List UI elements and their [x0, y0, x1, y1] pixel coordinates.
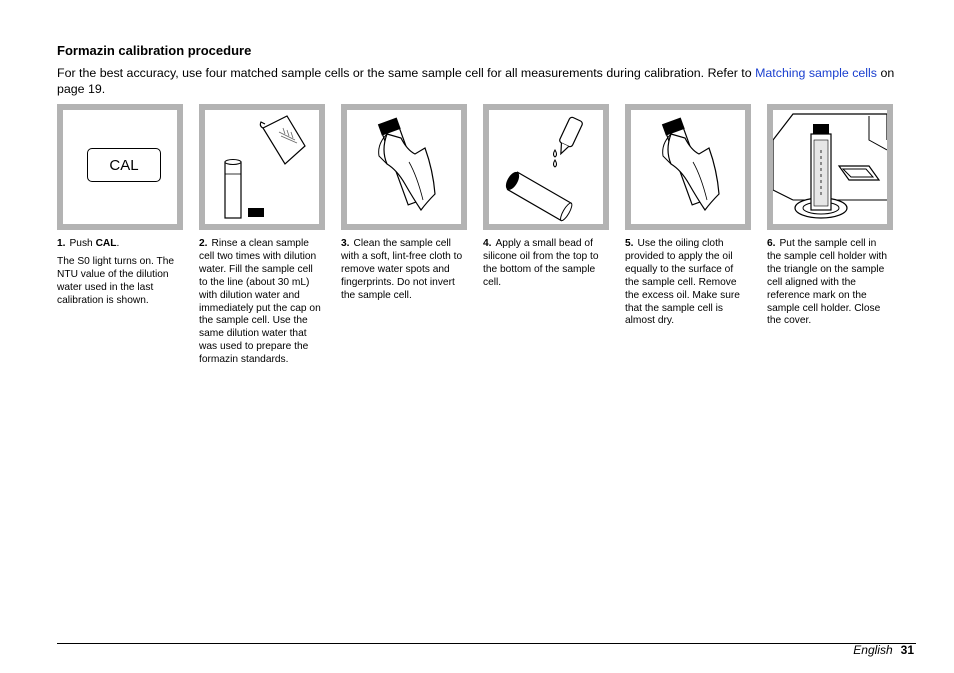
step-5-text	[625, 238, 750, 328]
matching-sample-cells-link[interactable]: Matching sample cells	[755, 66, 877, 80]
step-6-text	[767, 238, 892, 328]
step-number: 6.	[767, 238, 776, 249]
step-1-key: CAL	[95, 238, 117, 249]
step-2-text	[199, 238, 324, 367]
step-1-note: The S0 light turns on. The NTU value of the dilution water used in the last calibration is shown.	[57, 255, 175, 306]
oil-dropper-on-cell-icon	[489, 110, 603, 224]
page-number: 31	[900, 643, 914, 657]
footer-language: English	[853, 643, 893, 657]
intro-paragraph	[57, 65, 917, 97]
footer-divider	[57, 643, 916, 644]
intro-text: For the best accuracy, use four matched sample cells or the same sample cell for all measurements during calibration. Refer to	[57, 66, 756, 80]
intro-text-end: on page 19.	[57, 66, 895, 96]
cloth-wiping-cell-icon	[347, 110, 461, 224]
step-2-instruction: Rinse a clean sample cell two times with dilution water. Fill the sample cell to the line (about 30 mL) with dilution water and immediately put the cap on the sample cell. Use the same dilution water that was used to prepare the formazin standards.	[199, 238, 321, 366]
step-1-illustration	[57, 104, 183, 230]
step-number: 2.	[199, 238, 208, 249]
step-5-instruction: Use the oiling cloth provided to apply the oil equally to the surface of the sample cell. Remove the excess oil. Make sure that the sample cell is almost dry.	[625, 238, 740, 327]
step-4-text	[483, 238, 608, 290]
oiling-cloth-on-cell-icon	[631, 110, 745, 224]
step-5-illustration	[625, 104, 751, 230]
step-3-text	[341, 238, 466, 303]
step-1-text	[57, 238, 182, 308]
step-4-illustration	[483, 104, 609, 230]
step-6-illustration	[767, 104, 893, 230]
step-3-illustration	[341, 104, 467, 230]
section-heading: Formazin calibration procedure	[57, 43, 252, 58]
step-4-instruction: Apply a small bead of silicone oil from the top to the bottom of the sample cell.	[483, 238, 599, 288]
step-6-instruction: Put the sample cell in the sample cell holder with the triangle on the sample cell aligned with the reference mark on the sample cell holder. Close the cover.	[767, 238, 888, 327]
step-3-instruction: Clean the sample cell with a soft, lint-free cloth to remove water spots and fingerprints. Do not invert the sample cell.	[341, 238, 463, 301]
cal-button-icon: CAL	[87, 148, 161, 182]
step-2-illustration	[199, 104, 325, 230]
step-number: 4.	[483, 238, 492, 249]
step-number: 3.	[341, 238, 350, 249]
cell-in-instrument-holder-icon	[773, 110, 887, 224]
beaker-and-sample-cell-icon	[205, 110, 319, 224]
step-1-period: .	[116, 238, 120, 249]
step-number: 1.	[57, 238, 66, 249]
page-footer	[853, 643, 914, 657]
step-number: 5.	[625, 238, 634, 249]
step-1-instruction: Push	[69, 238, 96, 249]
